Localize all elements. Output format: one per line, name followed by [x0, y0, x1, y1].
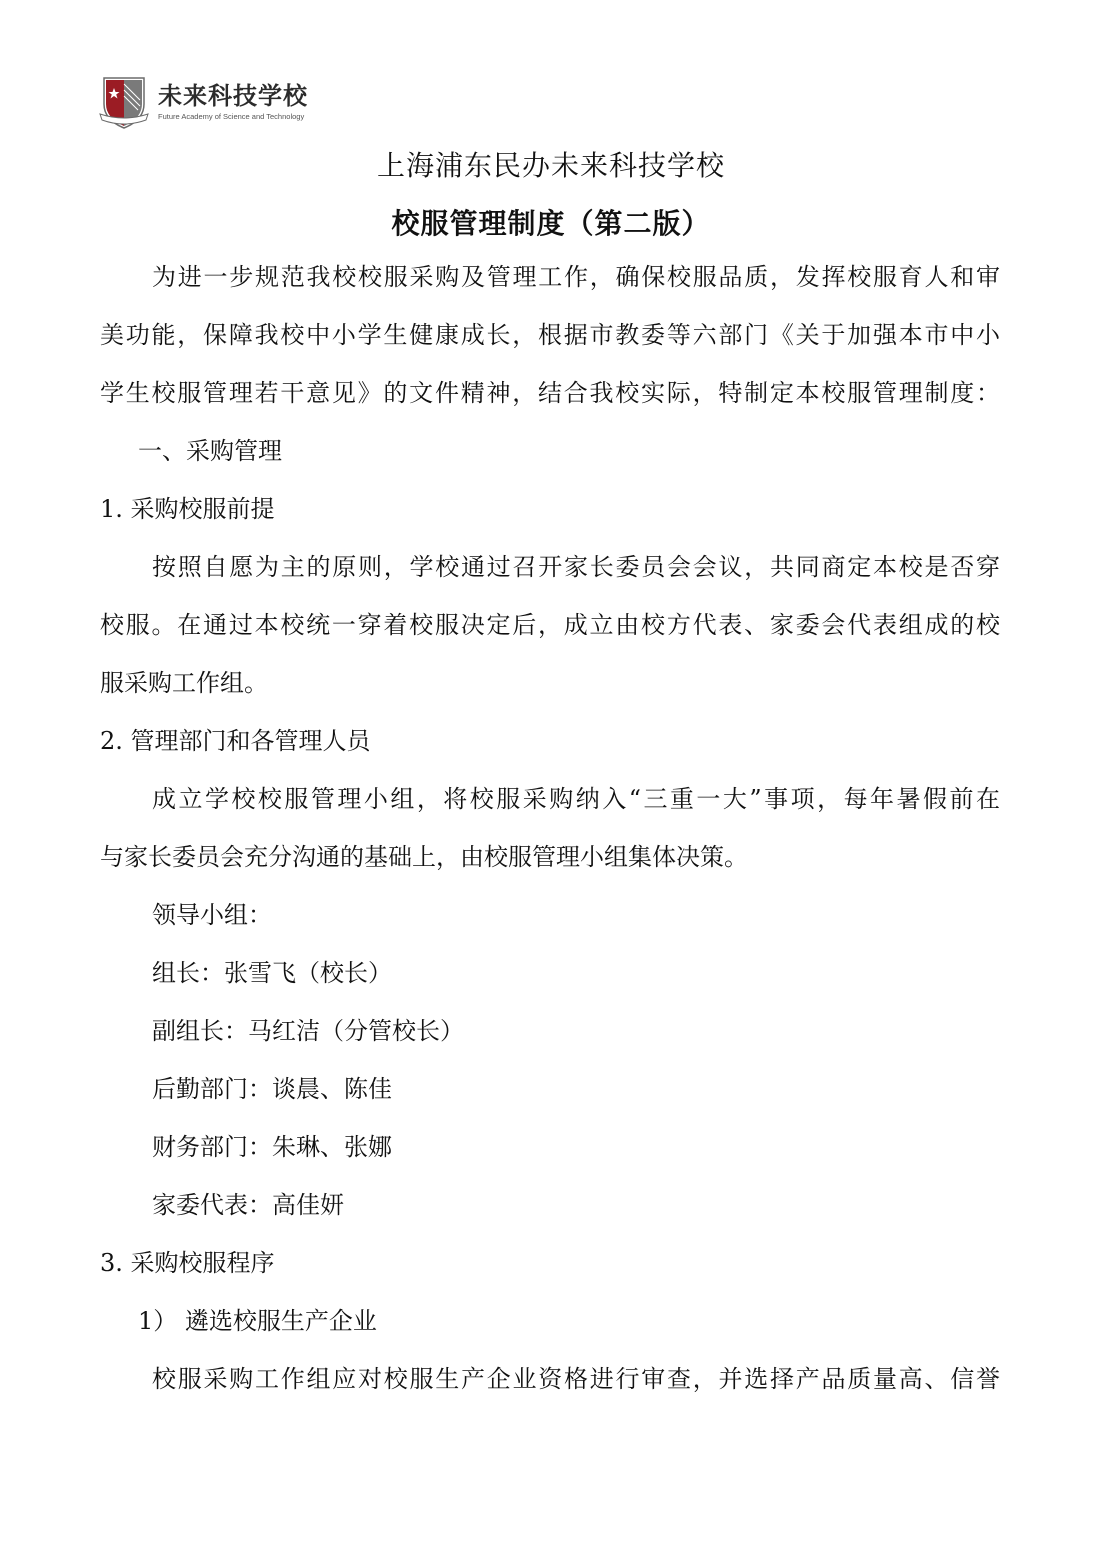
document-subtitle: 校服管理制度（第二版）: [391, 207, 711, 240]
item1-heading: 1. 采购校服前提: [100, 495, 275, 523]
member-line: 财务部门：朱琳、张娜: [152, 1133, 392, 1161]
document-title: 上海浦东民办未来科技学校: [376, 149, 725, 182]
intro-line-3: 学生校服管理若干意见》的文件精神，结合我校实际，特制定本校服管理制度：: [100, 379, 1000, 407]
intro-line-2: 美功能，保障我校中小学生健康成长，根据市教委等六部门《关于加强本市中小: [100, 321, 1000, 349]
item3-heading: 3. 采购校服程序: [100, 1249, 275, 1277]
item1-line-1: 按照自愿为主的原则，学校通过召开家长委员会会议，共同商定本校是否穿: [152, 553, 1000, 581]
school-name-en: Future Academy of Science and Technology: [158, 112, 305, 121]
item2-line-1: 成立学校校服管理小组，将校服采购纳入“三重一大”事项，每年暑假前在: [152, 785, 1000, 813]
item3-sub1-heading: 1） 遴选校服生产企业: [138, 1307, 377, 1335]
item1-line-2: 校服。在通过本校统一穿着校服决定后，成立由校方代表、家委会代表组成的校: [100, 611, 1000, 639]
school-logo: [98, 72, 308, 132]
school-name-cn: 未来科技学校: [158, 82, 308, 110]
section-heading: 一、采购管理: [138, 437, 282, 465]
item3-sub1-line-1: 校服采购工作组应对校服生产企业资格进行审查，并选择产品质量高、信誉: [152, 1365, 1000, 1393]
item1-line-3: 服采购工作组。: [100, 669, 268, 697]
item2-heading: 2. 管理部门和各管理人员: [100, 727, 371, 755]
member-line: 副组长：马红洁（分管校长）: [152, 1017, 464, 1045]
item2-line-2: 与家长委员会充分沟通的基础上，由校服管理小组集体决策。: [100, 843, 748, 871]
leadership-label: 领导小组：: [152, 901, 272, 929]
school-crest-icon: [98, 74, 150, 130]
member-line: 组长：张雪飞（校长）: [152, 959, 392, 987]
member-line: 后勤部门：谈晨、陈佳: [152, 1075, 392, 1103]
intro-line-1: 为进一步规范我校校服采购及管理工作，确保校服品质，发挥校服育人和审: [152, 263, 1000, 291]
member-line: 家委代表：高佳妍: [152, 1191, 344, 1219]
